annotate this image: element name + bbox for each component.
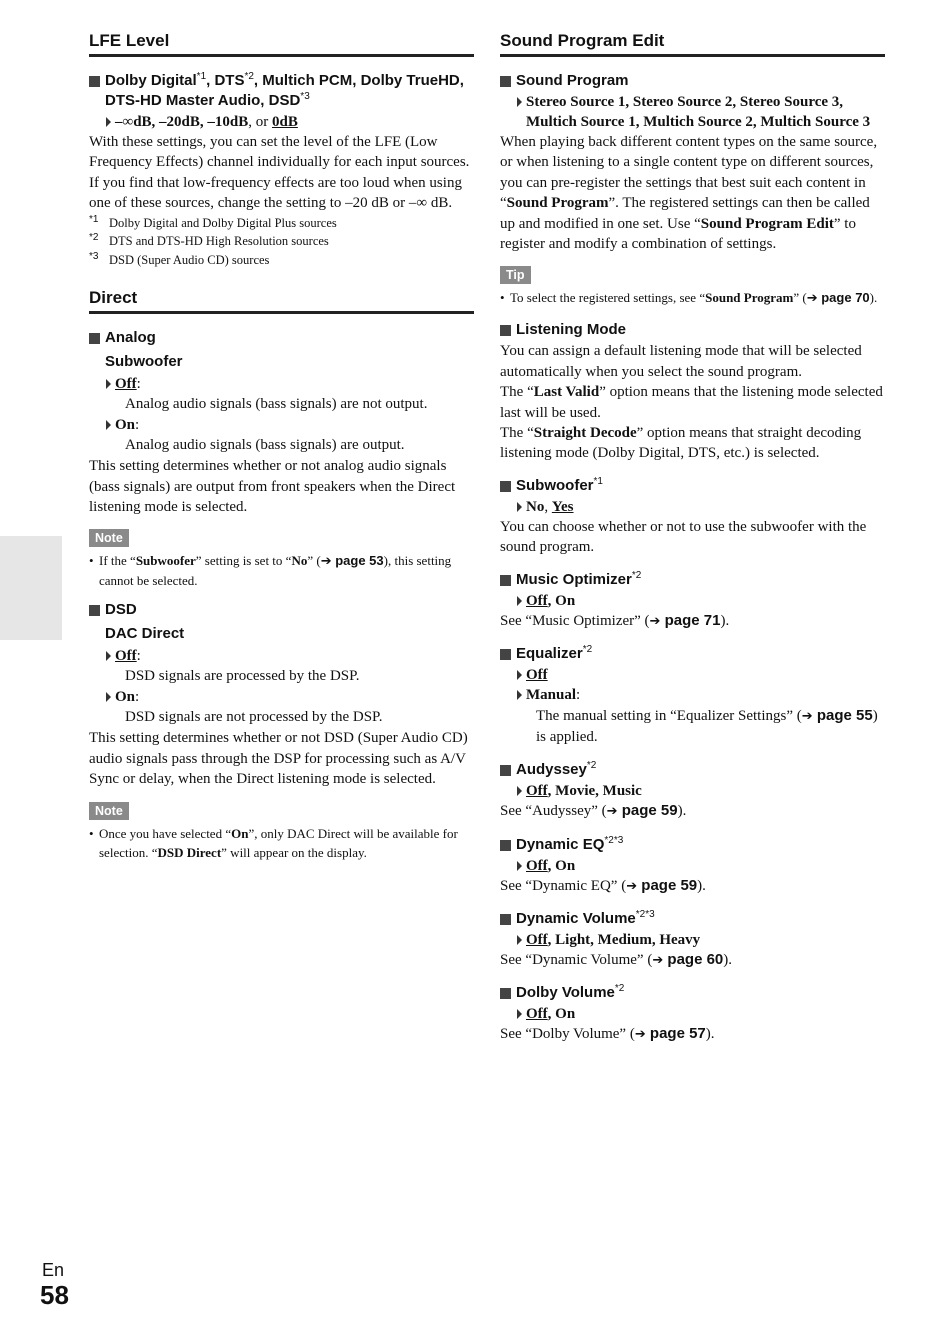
square-bullet-icon [500, 914, 511, 925]
square-bullet-icon [89, 333, 100, 344]
square-bullet-icon [500, 575, 511, 586]
listening-mode-paragraph-1: You can assign a default listening mode that will be selected automatically when you select the sound program. [500, 343, 862, 380]
square-bullet-icon [500, 76, 511, 87]
page-number: 58 [40, 1280, 69, 1310]
triangle-icon [517, 690, 522, 700]
section-title-sound-program-edit: Sound Program Edit [500, 30, 885, 57]
triangle-icon [517, 97, 522, 107]
square-bullet-icon [500, 988, 511, 999]
listening-mode-paragraph-2: The “Last Valid” option means that the listening mode selected last will be used. [500, 384, 883, 421]
note-subwoofer: • If the “Subwoofer” setting is set to “No” (➔ page 53), this setting cannot be selected. [89, 553, 452, 589]
dsd-subheading: DSD [89, 600, 474, 620]
listening-mode-subheading: Listening Mode [500, 320, 885, 340]
arrow-icon: ➔ [801, 709, 813, 725]
audyssey-subheading: Audyssey$^{*2}$ [500, 760, 885, 780]
left-column [89, 30, 474, 862]
music-optimizer-subheading: Music Optimizer$^{*2}$ [500, 570, 885, 590]
triangle-icon [517, 935, 522, 945]
sound-program-options: Stereo Source 1, Stereo Source 2, Stereo Source 3, Multich Source 1, Multich Source 2, Multich Source 3 [500, 92, 885, 132]
triangle-icon [517, 861, 522, 871]
music-optimizer-ref: See “Music Optimizer” (➔ page 71). [500, 611, 730, 629]
lfe-paragraph-2: If you find that low-frequency effects are too loud when using one of these sources, change the setting to –20 dB or –∞ dB. [89, 174, 462, 212]
triangle-icon [106, 420, 111, 430]
page-link[interactable]: page 57 [645, 1025, 706, 1043]
square-bullet-icon [89, 76, 100, 87]
subwoofer-paragraph: You can choose whether or not to use the subwoofer with the sound program. [500, 518, 867, 556]
tip-badge: Tip [500, 266, 531, 284]
arrow-icon: ➔ [649, 613, 661, 629]
arrow-icon: ➔ [652, 952, 664, 968]
subwoofer-options: No, Yes [500, 497, 885, 517]
analog-subheading: Analog [89, 328, 474, 348]
page-link[interactable]: page 60 [663, 950, 724, 968]
dsd-on-desc: DSD signals are not processed by the DSP. [125, 709, 383, 726]
listening-mode-paragraph-3: The “Straight Decode” option means that straight decoding listening mode (Dolby Digital, DTS, etc.) is selected. [500, 425, 862, 462]
audyssey-ref: See “Audyssey” (➔ page 59). [500, 802, 687, 820]
sound-program-subheading: Sound Program [500, 71, 885, 91]
dolby-volume-options: Off, On [500, 1004, 885, 1024]
dsd-paragraph: This setting determines whether or not DSD (Super Audio CD) audio signals pass through the DSP for processing such as A/V Sync or delay, when the Direct listening mode is selected. [89, 730, 468, 788]
triangle-icon [106, 692, 111, 702]
triangle-icon [517, 596, 522, 606]
equalizer-manual-option: Manual: [500, 685, 885, 705]
triangle-icon [517, 670, 522, 680]
dolby-volume-subheading: Dolby Volume$^{*2}$ [500, 983, 885, 1003]
dsd-off-option: Off: [89, 646, 474, 666]
subwoofer-label: Subwoofer [105, 353, 183, 371]
note-dac-direct: • Once you have selected “On”, only DAC Direct will be available for selection. “DSD Direct” will appear on the display. [89, 825, 458, 860]
lfe-subheading: Dolby Digital$^{*1}$, DTS$^{*2}$, Multich PCM, Dolby TrueHD, DTS-HD Master Audio, DSD$^{*3}$ [89, 71, 474, 111]
square-bullet-icon [500, 765, 511, 776]
right-column [500, 30, 885, 1046]
page-link[interactable]: page 53 [331, 553, 384, 569]
footnote-3: *3 DSD (Super Audio CD) sources [89, 250, 270, 267]
dynamic-volume-options: Off, Light, Medium, Heavy [500, 930, 885, 950]
subwoofer-subheading: Subwoofer$^{*1}$ [500, 476, 885, 496]
arrow-icon: ➔ [606, 804, 618, 820]
section-title-direct: Direct [89, 287, 474, 314]
footnote-2: *2 DTS and DTS-HD High Resolution sources [89, 232, 329, 249]
arrow-icon: ➔ [634, 1027, 646, 1043]
dynamic-eq-ref: See “Dynamic EQ” (➔ page 59). [500, 876, 706, 894]
page-link[interactable]: page 55 [812, 707, 873, 725]
side-tab [0, 536, 62, 640]
audyssey-options: Off, Movie, Music [500, 781, 885, 801]
sound-program-paragraph: When playing back different content types on the same source, or when listening to a single content type on different sources, you can pre-register the settings that best suit each content in “Sound Program”. The registered settings can then be called up and modified in one set. Use “Sound Program Edit” to register and modify a combination of settings. [500, 134, 878, 253]
analog-paragraph: This setting determines whether or not analog audio signals (bass signals) are output from front speakers when the Direct listening mode is selected. [89, 458, 456, 515]
dynamic-volume-ref: See “Dynamic Volume” (➔ page 60). [500, 950, 733, 968]
dsd-off-desc: DSD signals are processed by the DSP. [125, 668, 360, 685]
dynamic-volume-subheading: Dynamic Volume$^{*2*3}$ [500, 909, 885, 929]
analog-off-option: Off: [89, 374, 474, 394]
equalizer-subheading: Equalizer$^{*2}$ [500, 644, 885, 664]
triangle-icon [106, 117, 111, 127]
note-badge: Note [89, 802, 129, 820]
music-optimizer-options: Off, On [500, 591, 885, 611]
dynamic-eq-options: Off, On [500, 856, 885, 876]
analog-off-desc: Analog audio signals (bass signals) are not output. [125, 396, 428, 413]
equalizer-off-option: Off [500, 665, 885, 685]
lfe-paragraph-1: With these settings, you can set the level of the LFE (Low Frequency Effects) channel individually for each input sources. [89, 134, 470, 171]
language-label: En [42, 1260, 65, 1280]
footnote-1: *1 Dolby Digital and Dolby Digital Plus sources [89, 213, 337, 230]
square-bullet-icon [89, 605, 100, 616]
square-bullet-icon [500, 481, 511, 492]
page-link[interactable]: page 59 [637, 876, 698, 894]
page-link[interactable]: page 59 [617, 802, 678, 820]
dolby-volume-ref: See “Dolby Volume” (➔ page 57). [500, 1025, 715, 1043]
arrow-icon: ➔ [806, 291, 818, 307]
arrow-icon: ➔ [626, 878, 638, 894]
tip-sound-program: • To select the registered settings, see “Sound Program” (➔ page 70). [500, 290, 878, 307]
equalizer-manual-desc: The manual setting in “Equalizer Settings” (➔ page 55) is applied. [536, 707, 878, 746]
page-link[interactable]: page 70 [817, 290, 870, 306]
section-title-lfe-level: LFE Level [89, 30, 474, 57]
note-badge: Note [89, 529, 129, 547]
page-link[interactable]: page 71 [660, 611, 721, 629]
triangle-icon [517, 786, 522, 796]
lfe-options: –∞dB, –20dB, –10dB, or 0dB [89, 112, 474, 132]
square-bullet-icon [500, 649, 511, 660]
square-bullet-icon [500, 325, 511, 336]
square-bullet-icon [500, 840, 511, 851]
analog-on-option: On: [89, 415, 474, 435]
dsd-on-option: On: [89, 687, 474, 707]
analog-on-desc: Analog audio signals (bass signals) are output. [125, 437, 405, 454]
triangle-icon [517, 1009, 522, 1019]
arrow-icon: ➔ [320, 554, 332, 570]
triangle-icon [517, 502, 522, 512]
dynamic-eq-subheading: Dynamic $EQ^{*2*3}$ [500, 835, 885, 855]
triangle-icon [106, 651, 111, 661]
triangle-icon [106, 379, 111, 389]
dac-direct-label: DAC Direct [105, 625, 185, 643]
